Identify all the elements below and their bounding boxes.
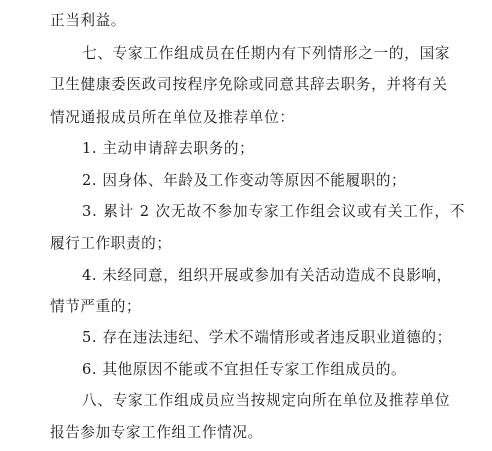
list-item-5: 5. 存在违法违纪、学术不端情形或者违反职业道德的； <box>82 329 452 346</box>
list-item-1: 1. 主动申请辞去职务的； <box>82 140 255 157</box>
clause-seven-line-2: 卫生健康委医政司按程序免除或同意其辞去职务，并将有关 <box>50 76 448 93</box>
clause-eight-line-2: 报告参加专家工作组工作情况。 <box>50 424 263 441</box>
list-item-4: 4. 未经同意，组织开展或参加有关活动造成不良影响， <box>82 267 452 284</box>
clause-eight-heading: 八、专家工作组成员应当按规定向所在单位及推荐单位 <box>82 392 451 409</box>
clause-seven-heading: 七、专家工作组成员在任期内有下列情形之一的，国家 <box>82 45 451 62</box>
list-item-3: 3. 累计 2 次无故不参加专家工作组会议或有关工作，不 <box>82 203 466 220</box>
list-item-6: 6. 其他原因不能或不宜担任专家工作组成员的。 <box>82 361 407 378</box>
clause-seven-line-3: 情况通报成员所在单位及推荐单位： <box>50 109 295 126</box>
list-item-3-continuation: 履行工作职责的； <box>50 235 172 252</box>
list-item-2: 2. 因身体、年龄及工作变动等原因不能履职的； <box>82 172 407 189</box>
text-line-continuation: 正当利益。 <box>50 12 126 29</box>
list-item-4-continuation: 情节严重的； <box>50 298 142 315</box>
